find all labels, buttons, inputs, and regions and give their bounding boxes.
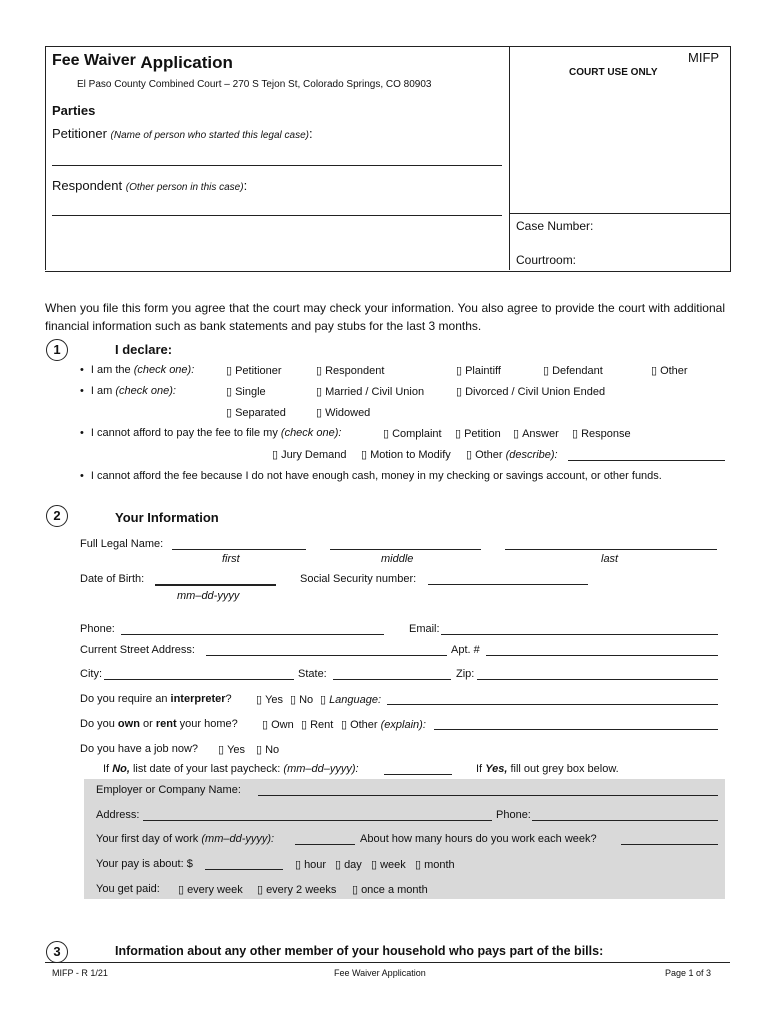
case-number-label: Case Number:: [516, 219, 594, 233]
checkbox-icon[interactable]: ▯: [256, 744, 263, 756]
if-yes-text: fill out grey box below.: [510, 763, 619, 775]
city-label: City:: [80, 668, 102, 680]
checkbox-icon[interactable]: ▯: [456, 386, 463, 398]
checkbox-icon[interactable]: ▯: [466, 449, 473, 461]
pay-amount-field[interactable]: [205, 869, 283, 870]
hours-field[interactable]: [621, 844, 718, 845]
interpreter-word: interpreter: [170, 693, 226, 705]
apt-field[interactable]: [486, 655, 718, 656]
dob-label: Date of Birth:: [80, 573, 145, 585]
filing-motion-to-modify[interactable]: [361, 448, 451, 461]
option-label: No: [265, 744, 280, 756]
ssn-label: Social Security number:: [300, 573, 417, 585]
court-address: El Paso County Combined Court – 270 S Tejon St, Colorado Springs, CO 80903: [77, 79, 432, 90]
own-q3: your home?: [179, 718, 238, 730]
interpreter-suffix: ?: [225, 693, 232, 705]
title-part2: Application: [140, 53, 233, 72]
filing-label: Motion to Modify: [370, 449, 451, 461]
phone-field[interactable]: [121, 634, 384, 635]
middle-name-field[interactable]: [330, 549, 481, 550]
option-label: every week: [187, 884, 243, 896]
section1-heading: I declare:: [115, 342, 173, 357]
checkbox-icon[interactable]: ▯: [226, 365, 233, 377]
pay-about-label: Your pay is about: $: [96, 858, 193, 870]
full-legal-name-label: Full Legal Name:: [80, 538, 164, 550]
pay-hour[interactable]: [295, 858, 326, 871]
role-plaintiff[interactable]: [456, 364, 501, 377]
option-label: Yes: [227, 744, 246, 756]
checkbox-icon[interactable]: ▯: [415, 859, 422, 871]
dob-format: mm–dd-yyyy: [177, 590, 240, 602]
filing-row: [80, 427, 341, 439]
describe-hint: (describe):: [505, 449, 558, 461]
option-label: week: [380, 859, 406, 871]
last-name-field[interactable]: [505, 549, 717, 550]
pay-month[interactable]: [415, 858, 455, 871]
respondent-hint: (Other person in this case): [125, 182, 244, 193]
employer-address-label: Address:: [96, 809, 140, 821]
parties-heading: Parties: [52, 103, 96, 118]
section3-number: 3: [46, 941, 68, 963]
interpreter-no[interactable]: [290, 693, 313, 706]
checkbox-icon[interactable]: ▯: [455, 428, 462, 440]
checkbox-icon[interactable]: ▯: [218, 744, 225, 756]
checkbox-icon[interactable]: ▯: [456, 365, 463, 377]
checkbox-icon[interactable]: ▯: [513, 428, 520, 440]
form-title: [52, 50, 233, 70]
paid-every-2-weeks[interactable]: [257, 883, 336, 896]
language-option[interactable]: [320, 693, 381, 706]
checkbox-icon[interactable]: ▯: [178, 884, 185, 896]
if-yes-prefix: If: [476, 763, 483, 775]
colon: :: [308, 126, 313, 141]
checkbox-icon[interactable]: ▯: [651, 365, 658, 377]
if-no-line: [103, 763, 359, 775]
option-label: every 2 weeks: [266, 884, 337, 896]
if-no-prefix: If: [103, 763, 110, 775]
rent-word: rent: [155, 718, 177, 730]
checkbox-icon[interactable]: ▯: [341, 719, 348, 731]
checkbox-icon[interactable]: ▯: [361, 449, 368, 461]
city-field[interactable]: [104, 679, 294, 680]
option-label: month: [424, 859, 455, 871]
form-code: MIFP: [688, 50, 720, 65]
am-label: I am: [90, 385, 113, 397]
if-no-text: list date of your last paycheck:: [132, 763, 281, 775]
footer-rule: [45, 962, 730, 963]
bullet: •: [80, 364, 84, 376]
cannot-afford-label: I cannot afford to pay the fee to file my: [90, 427, 278, 439]
section2-number: 2: [46, 505, 68, 527]
check-one-hint: (check one):: [280, 427, 342, 439]
status-label: Widowed: [325, 407, 371, 419]
checkbox-icon[interactable]: ▯: [383, 428, 390, 440]
employer-label: Employer or Company Name:: [96, 784, 241, 796]
court-use-only: COURT USE ONLY: [569, 67, 658, 78]
status-row: [80, 385, 176, 397]
first-day-row: [96, 833, 274, 845]
role-label: Plaintiff: [465, 365, 501, 377]
checkbox-icon[interactable]: ▯: [335, 859, 342, 871]
intro-paragraph: When you file this form you agree that the court may check your information. You also agree to provide the court with additional financial information such as bank statements and pay stubs for the last 3 months.: [45, 301, 725, 333]
zip-field[interactable]: [477, 679, 718, 680]
interpreter-yes[interactable]: [256, 693, 283, 706]
street-field[interactable]: [206, 655, 447, 656]
pay-day[interactable]: [335, 858, 362, 871]
home-own[interactable]: [262, 718, 294, 731]
role-petitioner[interactable]: [226, 364, 282, 377]
if-no-word: No,: [112, 763, 130, 775]
option-label: day: [344, 859, 362, 871]
filing-petition[interactable]: [455, 427, 501, 440]
checkbox-icon[interactable]: ▯: [226, 386, 233, 398]
bullet: •: [80, 427, 84, 439]
home-other[interactable]: [341, 718, 426, 731]
footer-page: Page 1 of 3: [665, 968, 712, 978]
employer-field[interactable]: [258, 795, 718, 796]
language-label: Language:: [329, 694, 382, 706]
option-label: Own: [271, 719, 294, 731]
check-one-hint: (check one):: [133, 364, 195, 376]
home-rent[interactable]: [301, 718, 333, 731]
job-no[interactable]: [256, 743, 279, 756]
paid-every-week[interactable]: [178, 883, 243, 896]
date-format: (mm–dd–yyyy):: [283, 763, 359, 775]
option-label: hour: [304, 859, 327, 871]
petitioner-hint: (Name of person who started this legal case): [110, 130, 309, 141]
explain-hint: (explain):: [380, 719, 426, 731]
language-field[interactable]: [387, 704, 718, 705]
respondent-field[interactable]: [52, 215, 502, 216]
footer-form-id: MIFP - R 1/21: [52, 968, 108, 978]
hours-question: About how many hours do you work each week?: [360, 833, 597, 845]
filing-other-field[interactable]: [568, 460, 725, 461]
pay-week[interactable]: [371, 858, 406, 871]
own-q1: Do you: [80, 718, 115, 730]
title-part1: Fee Waiver: [52, 52, 136, 69]
filing-jury-demand[interactable]: [272, 448, 346, 461]
role-respondent[interactable]: [316, 364, 384, 377]
status-label: Separated: [235, 407, 286, 419]
checkbox-icon[interactable]: ▯: [295, 859, 302, 871]
status-separated[interactable]: [226, 406, 286, 419]
bullet: •: [80, 470, 84, 482]
apt-label: Apt. #: [451, 644, 480, 656]
first-name-field[interactable]: [172, 549, 306, 550]
option-label: No: [299, 694, 314, 706]
first-day-format: (mm–dd-yyyy):: [201, 833, 275, 845]
role-label: Respondent: [325, 365, 385, 377]
filing-label: Jury Demand: [281, 449, 347, 461]
checkbox-icon[interactable]: ▯: [262, 719, 269, 731]
checkbox-icon[interactable]: ▯: [543, 365, 550, 377]
interpreter-prefix: Do you require an: [80, 693, 168, 705]
option-label: once a month: [361, 884, 428, 896]
status-single[interactable]: [226, 385, 266, 398]
status-married[interactable]: [316, 385, 424, 398]
role-label: Petitioner: [235, 365, 282, 377]
option-label: Yes: [265, 694, 284, 706]
home-other-field[interactable]: [434, 729, 718, 730]
phone-label: Phone:: [80, 623, 115, 635]
filing-label: Complaint: [392, 428, 442, 440]
section1-number: 1: [46, 339, 68, 361]
footer-title: Fee Waiver Application: [334, 968, 426, 978]
caption-divider: [509, 46, 510, 270]
own-q2: or: [142, 718, 153, 730]
filing-other[interactable]: [466, 448, 558, 461]
checkbox-icon[interactable]: ▯: [316, 386, 323, 398]
checkbox-icon[interactable]: ▯: [316, 407, 323, 419]
employer-phone-field[interactable]: [532, 820, 718, 821]
checkbox-icon[interactable]: ▯: [371, 859, 378, 871]
street-label: Current Street Address:: [80, 644, 195, 656]
colon: :: [243, 178, 248, 193]
bullet: •: [80, 385, 84, 397]
zip-label: Zip:: [456, 668, 475, 680]
filing-label: Petition: [464, 428, 501, 440]
checkbox-icon[interactable]: ▯: [257, 884, 264, 896]
reason-row: [80, 470, 662, 482]
middle-caption: middle: [381, 553, 414, 565]
status-label: Divorced / Civil Union Ended: [465, 386, 606, 398]
status-label: Married / Civil Union: [325, 386, 425, 398]
email-field[interactable]: [441, 634, 718, 635]
ssn-field[interactable]: [428, 584, 588, 585]
reason-text: I cannot afford the fee because I do not have enough cash, money in my checking or savings account, or other funds.: [90, 470, 662, 482]
petitioner-label: Petitioner: [52, 126, 107, 141]
state-label: State:: [298, 668, 327, 680]
role-defendant[interactable]: [543, 364, 603, 377]
checkbox-icon[interactable]: ▯: [352, 884, 359, 896]
filing-label: Other: [475, 449, 503, 461]
interpreter-question: [80, 693, 232, 705]
filing-answer[interactable]: [513, 427, 559, 440]
case-number-divider: [509, 213, 730, 214]
checkbox-icon[interactable]: ▯: [256, 694, 263, 706]
section2-heading: Your Information: [115, 510, 219, 525]
checkbox-icon[interactable]: ▯: [272, 449, 279, 461]
own-rent-question: [80, 718, 238, 730]
section3-heading: Information about any other member of your household who pays part of the bills:: [115, 944, 604, 958]
petitioner-row: [52, 126, 313, 141]
get-paid-label: You get paid:: [96, 883, 160, 895]
first-day-label: Your first day of work: [96, 833, 199, 845]
status-widowed[interactable]: [316, 406, 370, 419]
am-the-label: I am the: [90, 364, 131, 376]
dob-field[interactable]: [155, 584, 276, 586]
role-other[interactable]: [651, 364, 688, 377]
check-one-hint: (check one):: [115, 385, 176, 397]
status-label: Single: [235, 386, 266, 398]
checkbox-icon[interactable]: ▯: [320, 694, 327, 706]
state-field[interactable]: [333, 679, 451, 680]
petitioner-field[interactable]: [52, 165, 502, 166]
courtroom-label: Courtroom:: [516, 253, 577, 267]
caption-box-left-rule: [45, 46, 46, 270]
first-caption: first: [222, 553, 240, 565]
first-day-field[interactable]: [295, 844, 355, 845]
role-row: [80, 364, 740, 380]
job-question: Do you have a job now?: [80, 743, 199, 755]
respondent-label: Respondent: [52, 178, 123, 193]
filing-label: Answer: [522, 428, 559, 440]
checkbox-icon[interactable]: ▯: [316, 365, 323, 377]
status-divorced[interactable]: [456, 385, 605, 398]
filing-response[interactable]: [572, 427, 631, 440]
employer-address-field[interactable]: [143, 820, 492, 821]
role-label: Other: [660, 365, 688, 377]
employer-phone-label: Phone:: [496, 809, 531, 821]
if-yes-line: [476, 763, 619, 775]
last-caption: last: [601, 553, 619, 565]
checkbox-icon[interactable]: ▯: [301, 719, 308, 731]
filing-label: Response: [581, 428, 631, 440]
filing-complaint[interactable]: [383, 427, 442, 440]
role-label: Defendant: [552, 365, 603, 377]
last-paycheck-field[interactable]: [384, 774, 452, 775]
email-label: Email:: [409, 623, 440, 635]
paid-once-a-month[interactable]: [352, 883, 428, 896]
option-label: Other: [350, 719, 378, 731]
checkbox-icon[interactable]: ▯: [290, 694, 297, 706]
checkbox-icon[interactable]: ▯: [572, 428, 579, 440]
checkbox-icon[interactable]: ▯: [226, 407, 233, 419]
option-label: Rent: [310, 719, 334, 731]
if-yes-word: Yes,: [485, 763, 508, 775]
job-yes[interactable]: [218, 743, 245, 756]
own-word: own: [117, 718, 140, 730]
respondent-row: [52, 178, 247, 193]
